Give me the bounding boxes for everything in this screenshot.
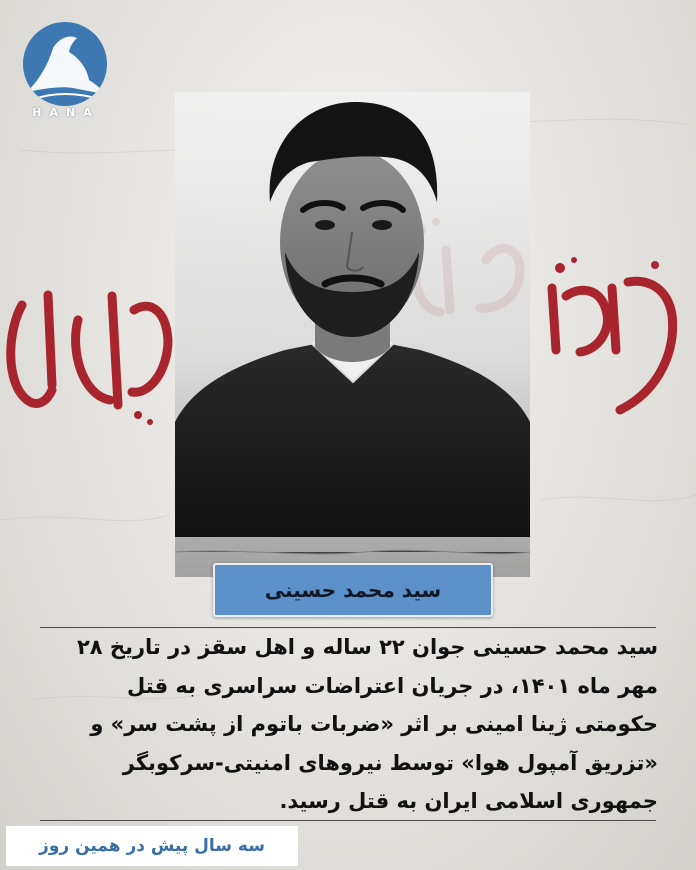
logo-text: HANA bbox=[32, 106, 100, 119]
dove-icon bbox=[23, 22, 107, 106]
divider-bottom bbox=[40, 820, 656, 821]
hana-logo bbox=[20, 22, 112, 122]
footer-caption-text: سه سال پیش در همین روز bbox=[39, 836, 265, 856]
footer-caption bbox=[6, 826, 298, 866]
portrait-photo bbox=[175, 92, 530, 577]
body-paragraph: سید محمد حسینی جوان ۲۲ ساله و اهل سقز در تاریخ ۲۸ مهر ماه ۱۴۰۱، در جریان اعتراضات سراسری به قتل حکومتی ژینا امینی بر اثر «ضربات باتوم از پشت سر» و «تزریق آمپول هوا» توسط نیروهای امنیتی-سرکوبگر جمهوری اسلامی ایران به قتل رسید. bbox=[76, 635, 658, 813]
name-label bbox=[213, 563, 493, 617]
name-label-text: سید محمد حسینی bbox=[264, 578, 442, 602]
